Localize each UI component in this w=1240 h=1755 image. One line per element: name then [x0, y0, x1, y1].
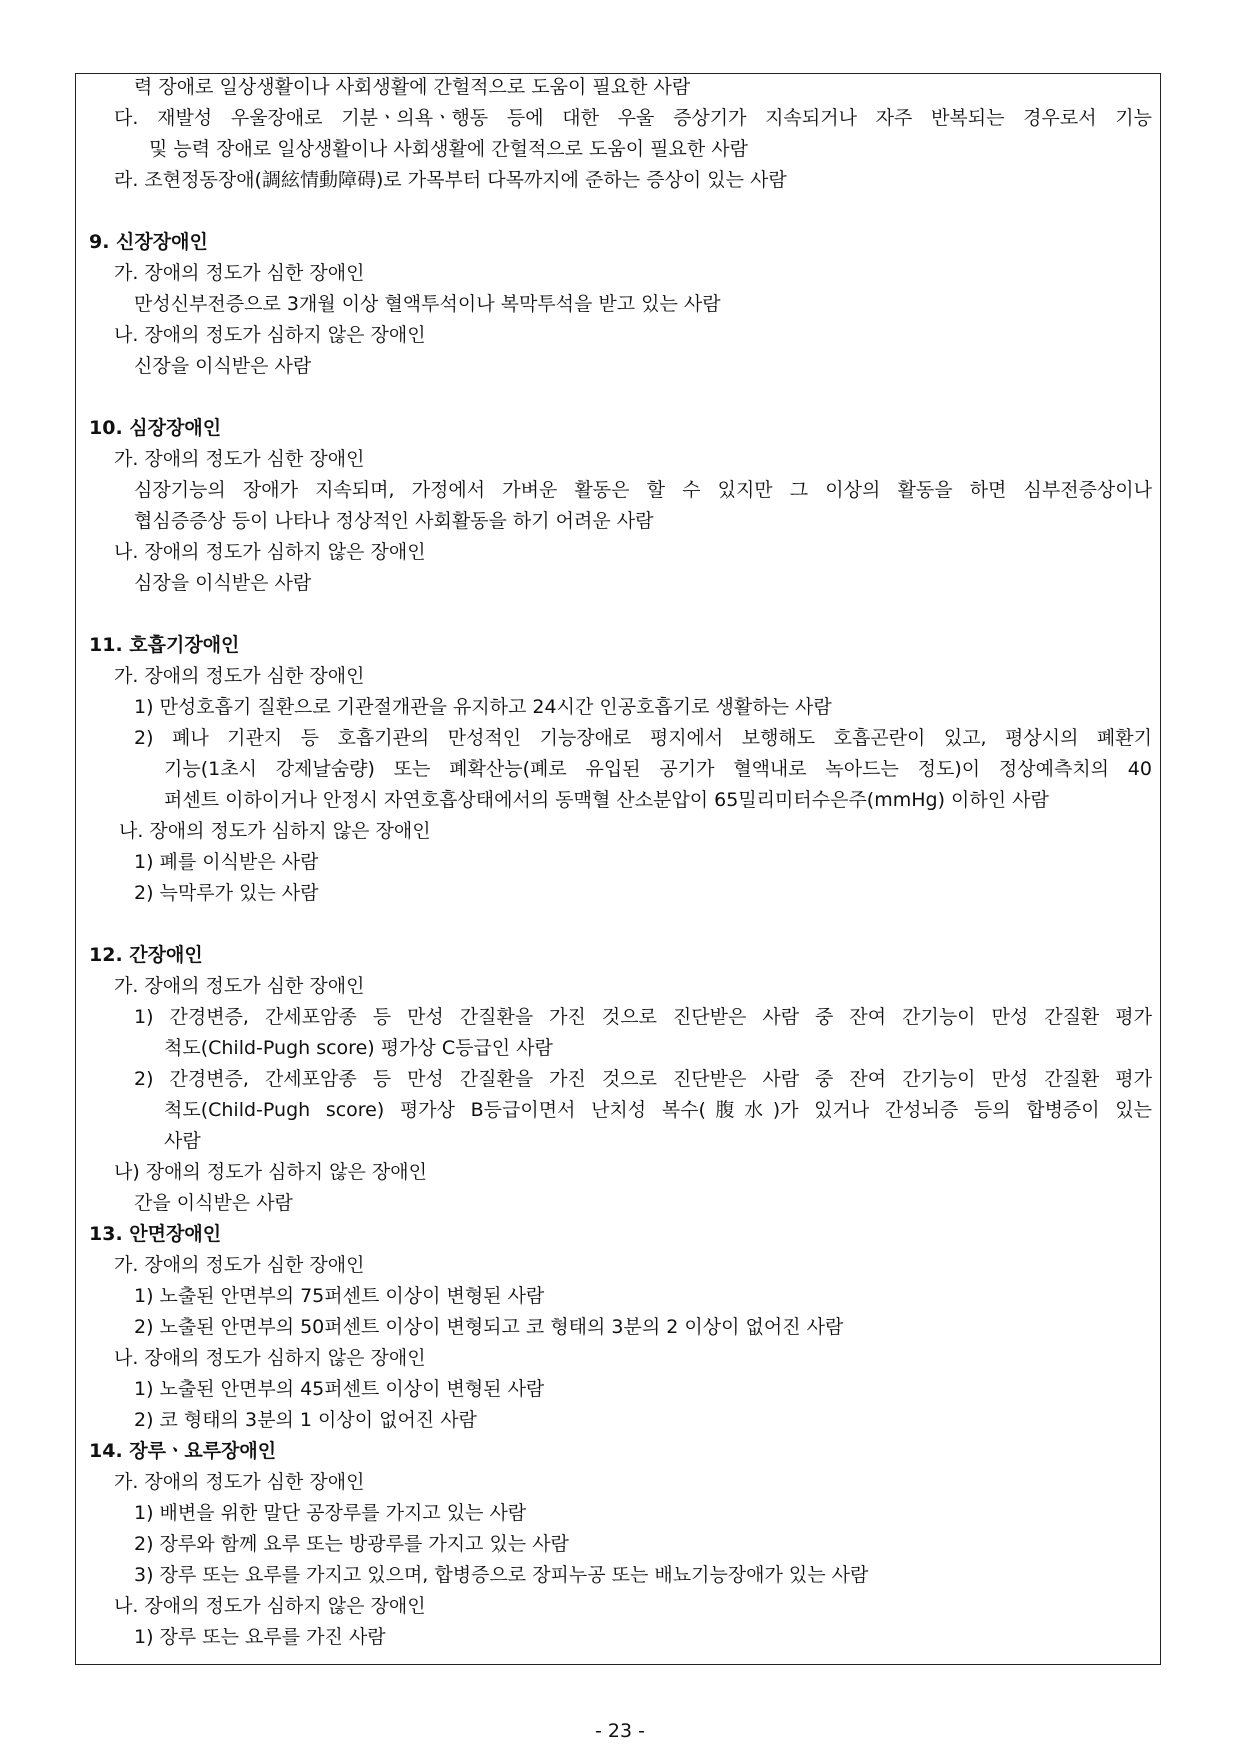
text-line: 나. 장애의 정도가 심하지 않은 장애인 [114, 541, 426, 563]
blank-line [76, 599, 1152, 630]
text-line: 다. 재발성 우울장애로 기분ㆍ의욕ㆍ행동 등에 대한 우울 증상기가 지속되거나 자주 반복되는 경우로서 기능 [114, 107, 1152, 129]
text-line: 심장기능의 장애가 지속되며, 가정에서 가벼운 활동은 할 수 있지만 그 이상의 활동을 하면 심부전증상이나 [134, 479, 1152, 501]
text-line: 사람 [164, 1130, 201, 1152]
text-line: 가. 장애의 정도가 심한 장애인 [114, 1254, 365, 1276]
text-line: 2) 장루와 함께 요루 또는 방광루를 가지고 있는 사람 [134, 1533, 569, 1555]
text-line: 1) 만성호흡기 질환으로 기관절개관을 유지하고 24시간 인공호흡기로 생활하는 사람 [134, 696, 832, 718]
blank-line [76, 382, 1152, 413]
text-line: 나. 장애의 정도가 심하지 않은 장애인 [114, 1595, 426, 1617]
section-heading: 13. 안면장애인 [89, 1223, 222, 1245]
text-line: 가. 장애의 정도가 심한 장애인 [114, 448, 365, 470]
text-line: 척도(Child-Pugh score) 평가상 C등급인 사람 [164, 1037, 553, 1059]
text-line: 척도(Child-Pugh score) 평가상 B등급이면서 난치성 복수(腹水)가 있거나 간성뇌증 등의 합병증이 있는 [164, 1099, 1152, 1121]
section-heading: 14. 장루ㆍ요루장애인 [89, 1440, 277, 1462]
content-box [75, 73, 1161, 1665]
text-line: 심장을 이식받은 사람 [134, 572, 312, 594]
section-heading: 10. 심장장애인 [89, 417, 222, 439]
text-line: 1) 간경변증, 간세포암종 등 만성 간질환을 가진 것으로 진단받은 사람 중 잔여 간기능이 만성 간질환 평가 [134, 1006, 1152, 1028]
text-line: 만성신부전증으로 3개월 이상 혈액투석이나 복막투석을 받고 있는 사람 [134, 293, 721, 315]
text-line: 2) 늑막루가 있는 사람 [134, 882, 319, 904]
text-line: 1) 노출된 안면부의 45퍼센트 이상이 변형된 사람 [134, 1378, 545, 1400]
blank-line [76, 196, 1152, 227]
text-line: 간을 이식받은 사람 [134, 1192, 293, 1214]
text-line: 3) 장루 또는 요루를 가지고 있으며, 합병증으로 장피누공 또는 배뇨기능장애가 있는 사람 [134, 1564, 869, 1586]
text-line: 2) 간경변증, 간세포암종 등 만성 간질환을 가진 것으로 진단받은 사람 중 잔여 간기능이 만성 간질환 평가 [134, 1068, 1152, 1090]
text-line: 2) 코 형태의 3분의 1 이상이 없어진 사람 [134, 1409, 477, 1431]
text-line: 퍼센트 이하이거나 안정시 자연호흡상태에서의 동맥혈 산소분압이 65밀리미터수은주(mmHg) 이하인 사람 [164, 789, 1049, 811]
text-line: 기능(1초시 강제날숨량) 또는 폐확산능(폐로 유입된 공기가 혈액내로 녹아드는 정도)이 정상예측치의 40 [164, 758, 1152, 780]
text-line: 1) 노출된 안면부의 75퍼센트 이상이 변형된 사람 [134, 1285, 545, 1307]
text-line: 력 장애로 일상생활이나 사회생활에 간헐적으로 도움이 필요한 사람 [134, 76, 691, 98]
text-line: 가. 장애의 정도가 심한 장애인 [114, 975, 365, 997]
page-number: - 23 - [595, 1720, 645, 1742]
text-line: 2) 폐나 기관지 등 호흡기관의 만성적인 기능장애로 평지에서 보행해도 호흡곤란이 있고, 평상시의 폐환기 [134, 727, 1152, 749]
text-line: 1) 배변을 위한 말단 공장루를 가지고 있는 사람 [134, 1502, 527, 1524]
text-line: 나. 장애의 정도가 심하지 않은 장애인 [119, 820, 431, 842]
text-line: 라. 조현정동장애(調絃情動障碍)로 가목부터 다목까지에 준하는 증상이 있는 사람 [114, 169, 787, 191]
section-heading: 11. 호흡기장애인 [89, 634, 240, 656]
blank-line [76, 909, 1152, 940]
text-line: 가. 장애의 정도가 심한 장애인 [114, 665, 365, 687]
text-line: 1) 폐를 이식받은 사람 [134, 851, 319, 873]
text-line: 나. 장애의 정도가 심하지 않은 장애인 [114, 324, 426, 346]
text-line: 나) 장애의 정도가 심하지 않은 장애인 [114, 1161, 427, 1183]
text-line: 신장을 이식받은 사람 [134, 355, 312, 377]
text-line: 및 능력 장애로 일상생활이나 사회생활에 간헐적으로 도움이 필요한 사람 [149, 138, 748, 160]
text-line: 가. 장애의 정도가 심한 장애인 [114, 262, 365, 284]
text-line: 가. 장애의 정도가 심한 장애인 [114, 1471, 365, 1493]
section-heading: 12. 간장애인 [89, 944, 203, 966]
text-line: 협심증증상 등이 나타나 정상적인 사회활동을 하기 어려운 사람 [134, 510, 654, 532]
text-line: 나. 장애의 정도가 심하지 않은 장애인 [114, 1347, 426, 1369]
text-line: 2) 노출된 안면부의 50퍼센트 이상이 변형되고 코 형태의 3분의 2 이상이 없어진 사람 [134, 1316, 844, 1338]
section-heading: 9. 신장장애인 [89, 231, 208, 253]
text-line: 1) 장루 또는 요루를 가진 사람 [134, 1626, 386, 1648]
